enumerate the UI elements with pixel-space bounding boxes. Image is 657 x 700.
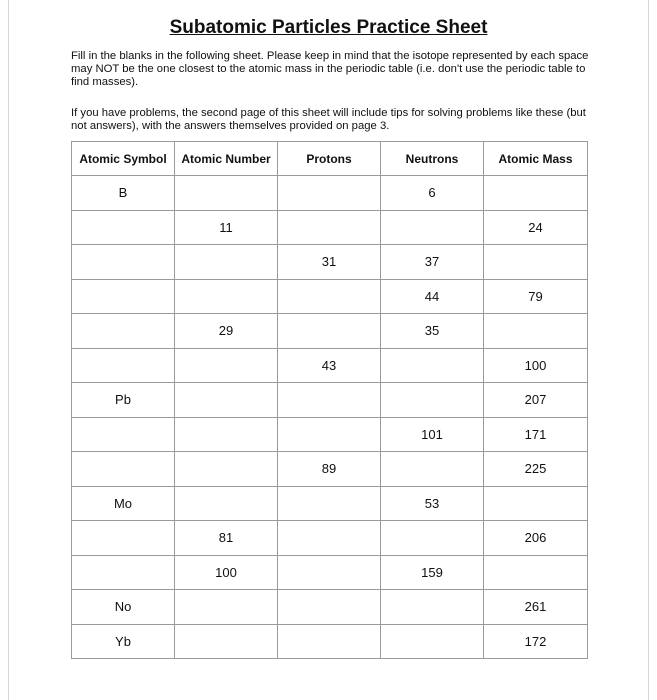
table-row <box>72 417 588 452</box>
cell-atomic-symbol <box>72 521 175 556</box>
cell-atomic-number <box>175 624 278 659</box>
cell-atomic-mass: 24 <box>484 210 588 245</box>
header-atomic-number: Atomic Number <box>175 142 278 176</box>
cell-protons <box>278 521 381 556</box>
cell-atomic-mass <box>484 555 588 590</box>
cell-neutrons <box>381 452 484 487</box>
cell-protons <box>278 555 381 590</box>
cell-atomic-mass: 100 <box>484 348 588 383</box>
worksheet-page <box>8 0 649 700</box>
cell-atomic-mass: 171 <box>484 417 588 452</box>
cell-atomic-number: 81 <box>175 521 278 556</box>
table-row <box>72 555 588 590</box>
cell-atomic-number <box>175 486 278 521</box>
cell-atomic-number <box>175 590 278 625</box>
cell-atomic-number <box>175 279 278 314</box>
cell-protons <box>278 176 381 211</box>
header-protons: Protons <box>278 142 381 176</box>
cell-atomic-mass: 207 <box>484 383 588 418</box>
cell-atomic-number: 100 <box>175 555 278 590</box>
table-row <box>72 452 588 487</box>
cell-neutrons: 44 <box>381 279 484 314</box>
cell-neutrons: 35 <box>381 314 484 349</box>
cell-neutrons: 6 <box>381 176 484 211</box>
cell-atomic-number <box>175 176 278 211</box>
cell-atomic-symbol <box>72 348 175 383</box>
cell-protons <box>278 590 381 625</box>
cell-neutrons <box>381 383 484 418</box>
cell-neutrons <box>381 210 484 245</box>
cell-neutrons <box>381 348 484 383</box>
cell-atomic-symbol: B <box>72 176 175 211</box>
cell-protons <box>278 486 381 521</box>
cell-atomic-number <box>175 452 278 487</box>
cell-atomic-mass <box>484 245 588 280</box>
cell-neutrons <box>381 590 484 625</box>
table-row <box>72 314 588 349</box>
cell-atomic-mass: 206 <box>484 521 588 556</box>
cell-atomic-symbol <box>72 452 175 487</box>
cell-protons: 43 <box>278 348 381 383</box>
cell-atomic-mass: 79 <box>484 279 588 314</box>
cell-protons: 89 <box>278 452 381 487</box>
tips-paragraph: If you have problems, the second page of this sheet will include tips for solving problems like these (but not answers), with the answers themselves provided on page 3. <box>71 107 586 132</box>
cell-neutrons: 159 <box>381 555 484 590</box>
cell-atomic-mass: 261 <box>484 590 588 625</box>
cell-atomic-number <box>175 245 278 280</box>
cell-atomic-number <box>175 383 278 418</box>
cell-atomic-symbol <box>72 245 175 280</box>
cell-atomic-symbol <box>72 279 175 314</box>
table-row <box>72 624 588 659</box>
cell-atomic-symbol <box>72 210 175 245</box>
cell-protons <box>278 624 381 659</box>
table-row <box>72 279 588 314</box>
cell-atomic-number <box>175 348 278 383</box>
cell-neutrons: 37 <box>381 245 484 280</box>
cell-protons <box>278 210 381 245</box>
cell-protons: 31 <box>278 245 381 280</box>
instructions-paragraph: Fill in the blanks in the following sheet. Please keep in mind that the isotope represented by each space may NOT be the one closest to the atomic mass in the periodic table (i.e. don't use the periodic table to find masses). <box>71 50 589 88</box>
table-row <box>72 486 588 521</box>
table-row <box>72 210 588 245</box>
table-row <box>72 245 588 280</box>
cell-atomic-symbol <box>72 555 175 590</box>
cell-atomic-number <box>175 417 278 452</box>
table-row <box>72 590 588 625</box>
cell-atomic-symbol: Pb <box>72 383 175 418</box>
cell-atomic-symbol: Yb <box>72 624 175 659</box>
cell-neutrons <box>381 521 484 556</box>
cell-atomic-mass: 225 <box>484 452 588 487</box>
table-row <box>72 383 588 418</box>
cell-protons <box>278 417 381 452</box>
cell-protons <box>278 279 381 314</box>
cell-atomic-symbol: Mo <box>72 486 175 521</box>
cell-atomic-mass <box>484 176 588 211</box>
table-row <box>72 521 588 556</box>
table-row <box>72 176 588 211</box>
table-row <box>72 348 588 383</box>
cell-atomic-number: 29 <box>175 314 278 349</box>
header-atomic-mass: Atomic Mass <box>484 142 588 176</box>
cell-protons <box>278 383 381 418</box>
particles-table <box>71 141 588 659</box>
cell-neutrons: 53 <box>381 486 484 521</box>
cell-neutrons: 101 <box>381 417 484 452</box>
cell-atomic-symbol: No <box>72 590 175 625</box>
cell-neutrons <box>381 624 484 659</box>
cell-atomic-number: 11 <box>175 210 278 245</box>
header-neutrons: Neutrons <box>381 142 484 176</box>
cell-protons <box>278 314 381 349</box>
cell-atomic-mass <box>484 314 588 349</box>
page-title: Subatomic Particles Practice Sheet <box>169 17 488 38</box>
cell-atomic-symbol <box>72 314 175 349</box>
cell-atomic-mass: 172 <box>484 624 588 659</box>
table-header-row <box>72 142 588 176</box>
header-atomic-symbol: Atomic Symbol <box>72 142 175 176</box>
cell-atomic-mass <box>484 486 588 521</box>
cell-atomic-symbol <box>72 417 175 452</box>
